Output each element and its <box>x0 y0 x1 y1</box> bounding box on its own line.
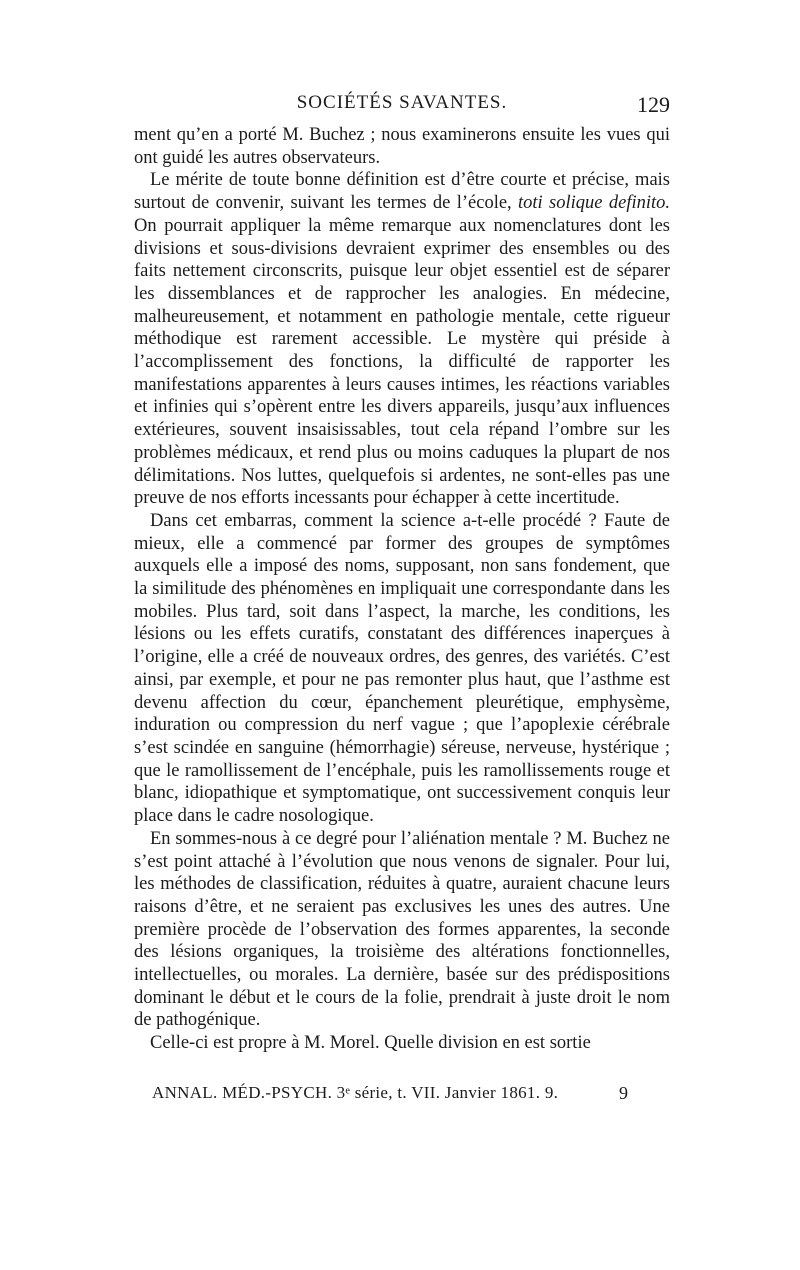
page-number: 129 <box>637 92 670 117</box>
paragraph-2-part-a: Le mérite de toute bonne définition est d’être courte et précise, mais surtout de convenir, suivant les termes de l’école, <box>134 170 670 214</box>
body-text <box>134 124 670 1055</box>
paragraph-4: En sommes-nous à ce degré pour l’aliénation mentale ? M. Buchez ne s’est point attaché à l’évolution que nous venons de signaler. Pour lui, les méthodes de classification, réduites à quatre, auraient chacune leurs raisons d’être, et ne seraient pas exclusives les unes des autres. Une première procède de l’observation des formes apparentes, la seconde des lésions organiques, la troisième des altérations fonctionnelles, intellectuelles, ou morales. La dernière, basée sur des prédispositions dominant le début et le cours de la folie, prendrait à juste droit le nom de pathogénique. <box>134 828 670 1031</box>
journal-note: ANNAL. MÉD.-PSYCH. 3ᵉ série, t. VII. Janvier 1861. 9. <box>152 1083 559 1102</box>
paragraph-3: Dans cet embarras, comment la science a-t-elle procédé ? Faute de mieux, elle a commencé par former des groupes de symptômes auxquels elle a imposé des noms, supposant, non sans fondement, que la similitude des phénomènes en impliquait une correspondante dans les mobiles. Plus tard, soit dans l’aspect, la marche, les conditions, les lésions ou les effets curatifs, constatant des différences inaperçues à l’origine, elle a créé de nouveaux ordres, des genres, des variétés. C’est ainsi, par exemple, et pour ne pas remonter plus haut, que l’asthme est devenu affection du cœur, épanchement pleurétique, emphysème, induration ou compression du nerf vague ; que l’apoplexie cérébrale s’est scindée en sanguine (hémorrhagie) séreuse, nerveuse, hystérique ; que le ramollissement de l’encéphale, puis les ramollissements rouge et blanc, idiopathique et symptomatique, ont successivement conquis leur place dans le cadre nosologique. <box>134 510 670 827</box>
running-title: SOCIÉTÉS SAVANTES. <box>296 92 508 113</box>
page-footer <box>134 1083 670 1109</box>
paragraph-1: ment qu’en a porté M. Buchez ; nous examinerons ensuite les vues qui ont guidé les autres observateurs. <box>134 125 670 168</box>
paragraph-2-part-b: On pourrait appliquer la même remarque aux nomenclatures dont les divisions et sous-divisions devraient exprimer des ensembles ou des faits nettement circonscrits, puisque leur objet essentiel est de séparer les dissemblances et de rapprocher les analogies. En médecine, malheureusement, et notamment en pathologie mentale, cette rigueur méthodique est rarement accessible. Le mystère qui préside à l’accomplissement des fonctions, la difficulté de rapporter les manifestations apparentes à leurs causes intimes, les réactions variables et infinies qui s’opèrent entre les divers appareils, jusqu’aux influences extérieures, souvent insaisissables, tout cela répand l’ombre sur les problèmes médicaux, et rend plus ou moins caduques la plupart de nos délimitations. Nos luttes, quelquefois si ardentes, ne sont-elles pas une preuve de nos efforts incessants pour échapper à cette incertitude. <box>134 215 670 509</box>
signature-mark: 9 <box>619 1083 628 1103</box>
paragraph-5: Celle-ci est propre à M. Morel. Quelle division en est sortie <box>150 1033 591 1054</box>
paragraph-2 <box>134 169 670 510</box>
running-head <box>134 92 670 120</box>
latin-phrase: toti solique definito. <box>518 193 670 214</box>
